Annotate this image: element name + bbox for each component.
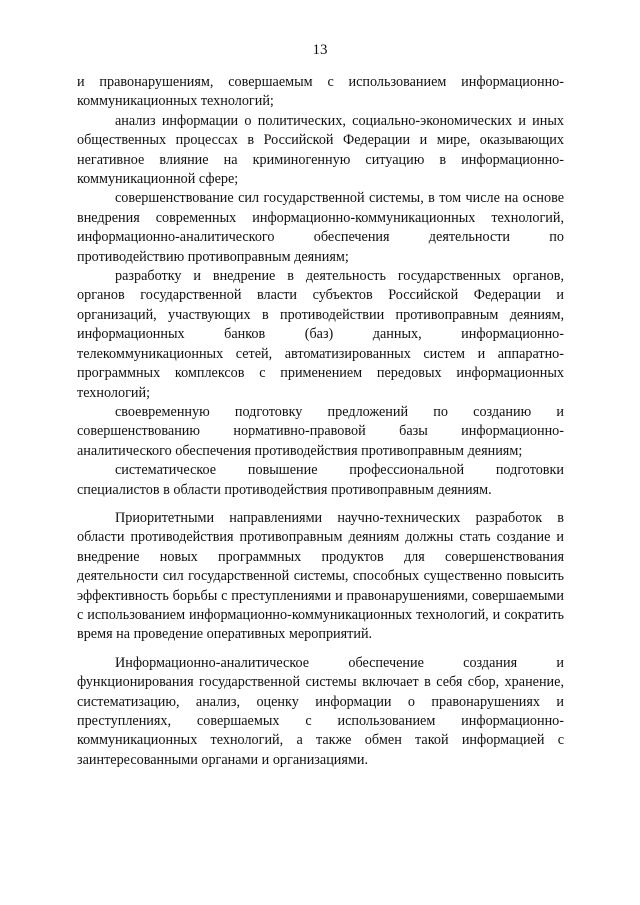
list-item-specialist-training: систематическое повышение профессиональной подготовки специалистов в области противодействия противоправным деяниям. bbox=[77, 462, 564, 498]
list-item-information-analysis: анализ информации о политических, социально-экономических и иных общественных процессах в Российской Федерации и мире, оказывающих негативное влияние на криминогенную ситуацию в информационно-коммуникационной сфере; bbox=[77, 112, 564, 188]
paragraph-analytical-support: Информационно-аналитическое обеспечение создания и функционирования государственной системы включает в себя сбор, хранение, систематизацию, анализ, оценку информации о правонарушениях и преступлениях, совершаемых с использованием информационно-коммуникационных технологий, а также обмен такой информацией с заинтересованными органами и организациями. bbox=[77, 654, 564, 768]
list-item-legal-proposals: своевременную подготовку предложений по созданию и совершенствованию нормативно-правовой базы информационно-аналитического обеспечения противодействия противоправным деяниям; bbox=[77, 403, 564, 459]
page-number: 13 bbox=[312, 42, 328, 58]
list-item-forces-improvement: совершенствование сил государственной системы, в том числе на основе внедрения современных информационно-коммуникационных технологий, информационно-аналитического обеспечения деятельности по противодействию противоправным деяниям; bbox=[77, 190, 564, 265]
paragraph-continuation: и правонарушениям, совершаемым с использованием информационно-коммуникационных технологий; bbox=[77, 74, 564, 110]
paragraph-priority-directions: Приоритетными направлениями научно-технических разработок в области противодействия противоправным деяниям должны стать создание и внедрение новых программных продуктов для совершенствования деятельности сил государственной системы, способных существенно повысить эффективность борьбы с преступлениями и правонарушениями, совершаемыми с использованием информационно-коммуникационных технологий, и сократить время на проведение оперативных мероприятий. bbox=[77, 509, 564, 643]
list-item-databases-development: разработку и внедрение в деятельность государственных органов, органов государственной власти субъектов Российской Федерации и организаций, участвующих в противодействии противоправным деяниям, информационных банков (баз) данных, информационно-телекоммуникационных сетей, автоматизированных систем и аппаратно-программных комплексов с применением передовых информационных технологий; bbox=[77, 268, 564, 401]
document-body bbox=[77, 73, 564, 770]
